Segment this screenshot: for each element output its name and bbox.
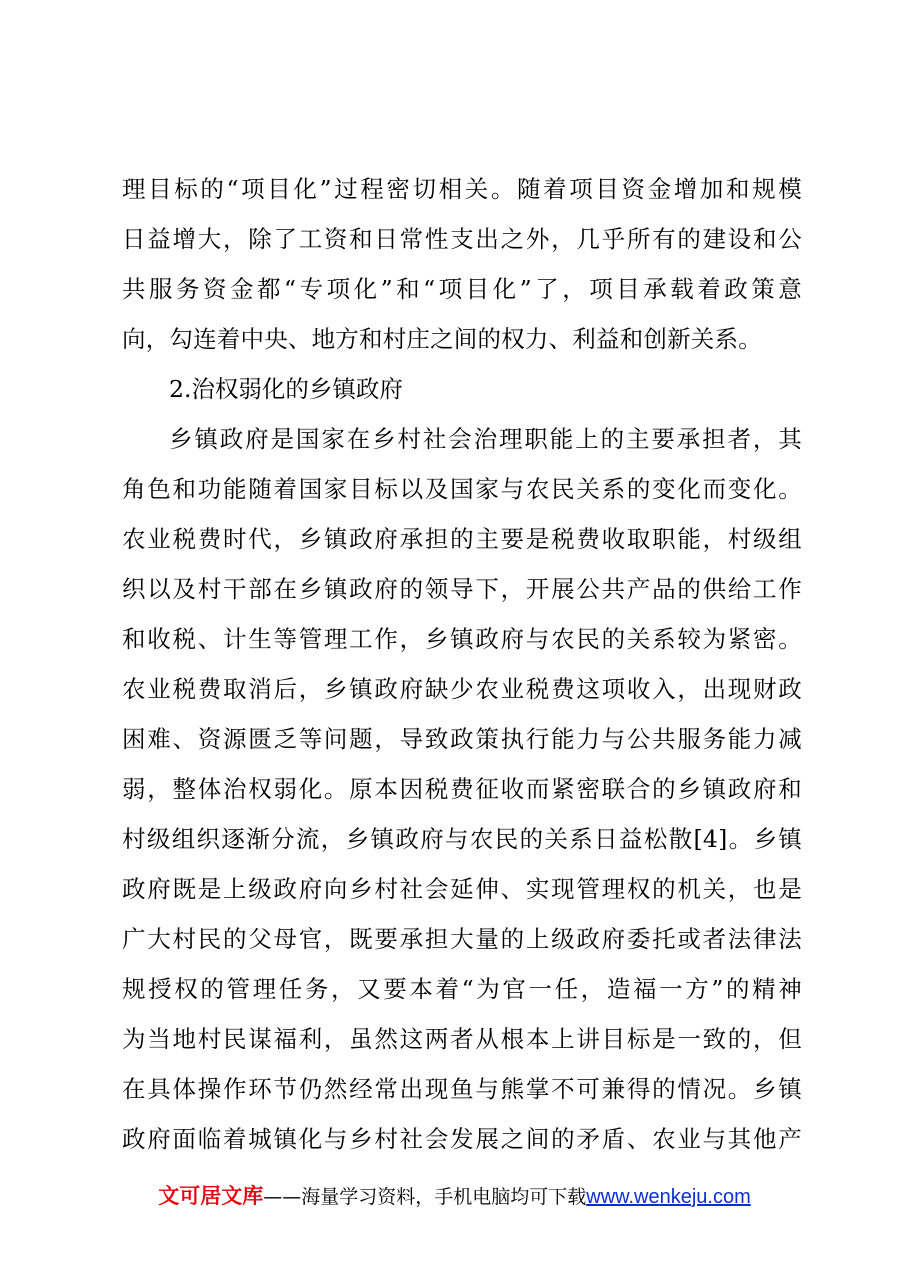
paragraph-line-12: 规授权的管理任务，又要本着“为官一任，造福一方”的精神 <box>122 975 802 1003</box>
paragraph-line-15: 政府面临着城镇化与乡村社会发展之间的矛盾、农业与其他产 <box>122 1125 802 1153</box>
text-line-2: 日益增大，除了工资和日常性支出之外，几乎所有的建设和公 <box>122 225 802 253</box>
paragraph-line-2: 角色和功能随着国家目标以及国家与农民关系的变化而变化。 <box>122 475 802 503</box>
text-line-4: 向，勾连着中央、地方和村庄之间的权力、利益和创新关系。 <box>122 325 762 353</box>
paragraph-line-1: 乡镇政府是国家在乡村社会治理职能上的主要承担者，其 <box>169 425 802 453</box>
footer-tagline: ——海量学习资料，手机电脑均可下载 <box>263 1186 587 1208</box>
paragraph-line-9: 村级组织逐渐分流，乡镇政府与农民的关系日益松散[4]。乡镇 <box>122 825 802 853</box>
paragraph-line-14: 在具体操作环节仍然经常出现鱼与熊掌不可兼得的情况。乡镇 <box>122 1075 802 1103</box>
text-line-3: 共服务资金都“专项化”和“项目化”了，项目承载着政策意 <box>122 275 802 303</box>
paragraph-line-4: 织以及村干部在乡镇政府的领导下，开展公共产品的供给工作 <box>122 575 802 603</box>
paragraph-line-6: 农业税费取消后，乡镇政府缺少农业税费这项收入，出现财政 <box>122 675 802 703</box>
footer-link[interactable]: www.wenkeju.com <box>586 1186 751 1208</box>
paragraph-line-8: 弱，整体治权弱化。原本因税费征收而紧密联合的乡镇政府和 <box>122 775 802 803</box>
paragraph-line-11: 广大村民的父母官，既要承担大量的上级政府委托或者法律法 <box>122 925 802 953</box>
paragraph-line-5: 和收税、计生等管理工作，乡镇政府与农民的关系较为紧密。 <box>122 625 802 653</box>
section-heading: 2.治权弱化的乡镇政府 <box>169 375 403 403</box>
footer-brand: 文可居文库 <box>158 1184 264 1208</box>
text-line-1: 理目标的“项目化”过程密切相关。随着项目资金增加和规模 <box>122 175 802 203</box>
paragraph-line-7: 困难、资源匮乏等问题，导致政策执行能力与公共服务能力减 <box>122 725 802 753</box>
document-body <box>122 164 802 1164</box>
paragraph-line-3: 农业税费时代，乡镇政府承担的主要是税费收取职能，村级组 <box>122 525 802 553</box>
paragraph-line-13: 为当地村民谋福利，虽然这两者从根本上讲目标是一致的，但 <box>122 1025 802 1053</box>
footer-banner <box>0 1180 909 1212</box>
paragraph-line-10: 政府既是上级政府向乡村社会延伸、实现管理权的机关，也是 <box>122 875 802 903</box>
